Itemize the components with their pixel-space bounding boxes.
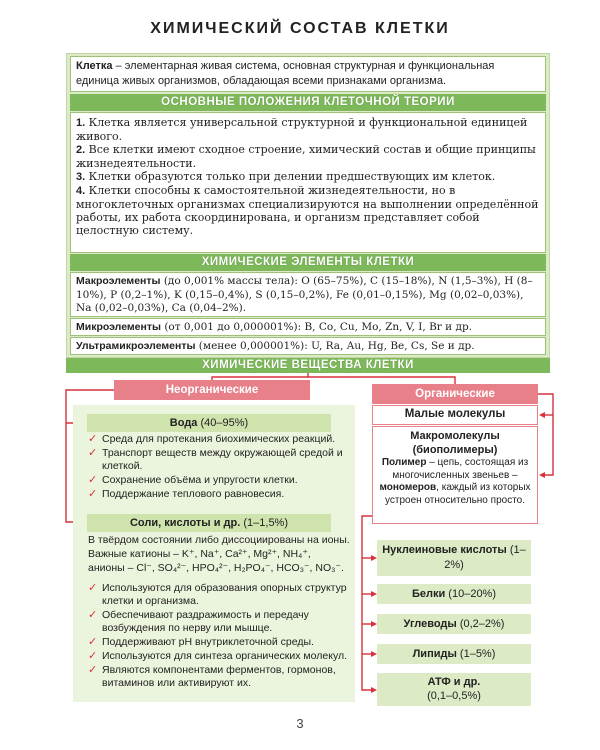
- polymer-text: – цепь, состоящая из многочисленных звеньев –: [392, 457, 529, 481]
- nucleic-acids-box: [377, 540, 531, 576]
- macroelements-text: (до 0,001% массы тела): O (65–75%), C (15–18%), N (1,5–3%), H (8–10%), P (0,2–1%), K (0,15–0,4%), S (0,15–0,2%), Fe (0,01–0,15%), Mg (0,02–0,03%), Na (0,02–0,03%), Ca (0,04–2%).: [76, 275, 533, 314]
- lipids-percent: (1–5%): [456, 648, 496, 660]
- microelements-label: Микроэлементы: [76, 321, 161, 333]
- theory-heading: ОСНОВНЫЕ ПОЛОЖЕНИЯ КЛЕТОЧНОЙ ТЕОРИИ: [70, 94, 546, 111]
- salts-percent: (1–1,5%): [240, 517, 289, 529]
- polymer-term: Полимер: [381, 457, 427, 468]
- macromolecules-title: Макромолекулы (биополимеры): [410, 430, 500, 456]
- list-item: ✓ Сохранение объёма и упругости клетки.: [88, 474, 348, 487]
- theory-item-number: 3.: [76, 171, 86, 183]
- connector-line: [538, 394, 553, 475]
- monomer-term: мономеров: [379, 482, 437, 493]
- lipids-box: [377, 644, 531, 664]
- polymer-definition: [377, 457, 533, 507]
- polymer-text: , каждый из которых устроен относительно просто.: [385, 482, 531, 506]
- theory-item-text: Все клетки имеют сходное строение, химический состав и общие принципы жизнедеятельности.: [76, 143, 536, 170]
- microelements-text: (от 0,001 до 0,000001%): B, Co, Cu, Mo, Zn, V, I, Br и др.: [160, 321, 473, 333]
- nucleic-percent: (1–2%): [444, 544, 526, 571]
- atp-box: [377, 673, 531, 706]
- theory-item-text: Клетки способны к самостоятельной жизнедеятельности, но в многоклеточных организмах специализируются на выполнении определённой работы, их работа скоординирована, и организм представляет собой целостную систему.: [76, 184, 539, 237]
- connector-line: [212, 373, 308, 380]
- list-item: ✓ Используются для образования опорных структур клетки и организма.: [88, 582, 350, 608]
- atp-percent: (0,1–0,5%): [427, 690, 481, 702]
- nucleic-title: Нуклеиновые кислоты: [382, 544, 507, 556]
- elements-heading: ХИМИЧЕСКИЕ ЭЛЕМЕНТЫ КЛЕТКИ: [70, 254, 546, 271]
- ultramicroelements-label: Ультрамикроэлементы: [76, 340, 196, 352]
- page-number: 3: [296, 716, 304, 731]
- theory-item-number: 4.: [76, 185, 86, 197]
- theory-item-text: Клетка является универсальной структурной и функциональной единицей живого.: [76, 116, 528, 143]
- salts-heading: [87, 514, 331, 532]
- atp-title: АТФ и др.: [427, 676, 481, 688]
- list-item: ✓ Транспорт веществ между окружающей средой и клеткой.: [88, 447, 348, 473]
- water-title: Вода: [169, 417, 198, 429]
- water-percent: (40–95%): [197, 417, 249, 429]
- list-item: ✓ Среда для протекания биохимических реакций.: [88, 433, 348, 446]
- page-title: ХИМИЧЕСКИЙ СОСТАВ КЛЕТКИ: [150, 20, 450, 37]
- theory-item-number: 1.: [76, 117, 86, 129]
- proteins-title: Белки: [411, 588, 446, 600]
- salts-functions: [88, 582, 350, 702]
- connector-line: [308, 377, 455, 384]
- cell-definition-text: – элементарная живая система, основная структурная и функциональная единица живых организмов, обладающая всеми признаками организма.: [76, 60, 495, 87]
- list-item: ✓ Обеспечивают раздражимость и передачу возбуждения по нерву или мышце.: [88, 609, 350, 635]
- substances-heading: ХИМИЧЕСКИЕ ВЕЩЕСТВА КЛЕТКИ: [66, 358, 550, 373]
- proteins-box: [377, 584, 531, 604]
- water-heading: [87, 414, 331, 432]
- macroelements-label: Макроэлементы: [76, 275, 161, 287]
- small-molecules-box: Малые молекулы: [372, 405, 538, 425]
- carbohydrates-box: [377, 614, 531, 634]
- list-item: ✓ Поддерживают pH внутриклеточной среды.: [88, 636, 350, 649]
- theory-item-number: 2.: [76, 144, 86, 156]
- macromolecules-box: [372, 426, 538, 524]
- inorganic-heading: Неорганические: [114, 380, 310, 400]
- arrow-head: [539, 412, 545, 418]
- organic-heading: Органические: [372, 384, 538, 404]
- salts-intro: В твёрдом состоянии либо диссоциированы на ионы. Важные катионы – K⁺, Na⁺, Ca²⁺, Mg²⁺, NH₄⁺, анионы – Cl⁻, SO₄²⁻, HPO₄²⁻, H₂PO₄⁻, HCO₃⁻, NO₃⁻.: [88, 534, 350, 574]
- ultramicroelements-text: (менее 0,000001%): U, Ra, Au, Hg, Be, Cs, Se и др.: [195, 340, 475, 352]
- theory-item-text: Клетки образуются только при делении предшествующих им клеток.: [85, 170, 496, 183]
- list-item: ✓ Являются компонентами ферментов, гормонов, витаминов или активируют их.: [88, 664, 350, 690]
- list-item: ✓ Используются для синтеза органических молекул.: [88, 650, 350, 663]
- salts-title: Соли, кислоты и др.: [129, 517, 241, 529]
- carbs-title: Углеводы: [403, 618, 457, 630]
- proteins-percent: (10–20%): [445, 588, 497, 600]
- arrow-head: [539, 472, 545, 478]
- lipids-title: Липиды: [412, 648, 457, 660]
- cell-term: Клетка: [76, 60, 113, 72]
- water-functions: [88, 433, 348, 513]
- carbs-percent: (0,2–2%): [456, 618, 505, 630]
- list-item: ✓ Поддержание теплового равновесия.: [88, 488, 348, 501]
- connector-line: [362, 516, 374, 690]
